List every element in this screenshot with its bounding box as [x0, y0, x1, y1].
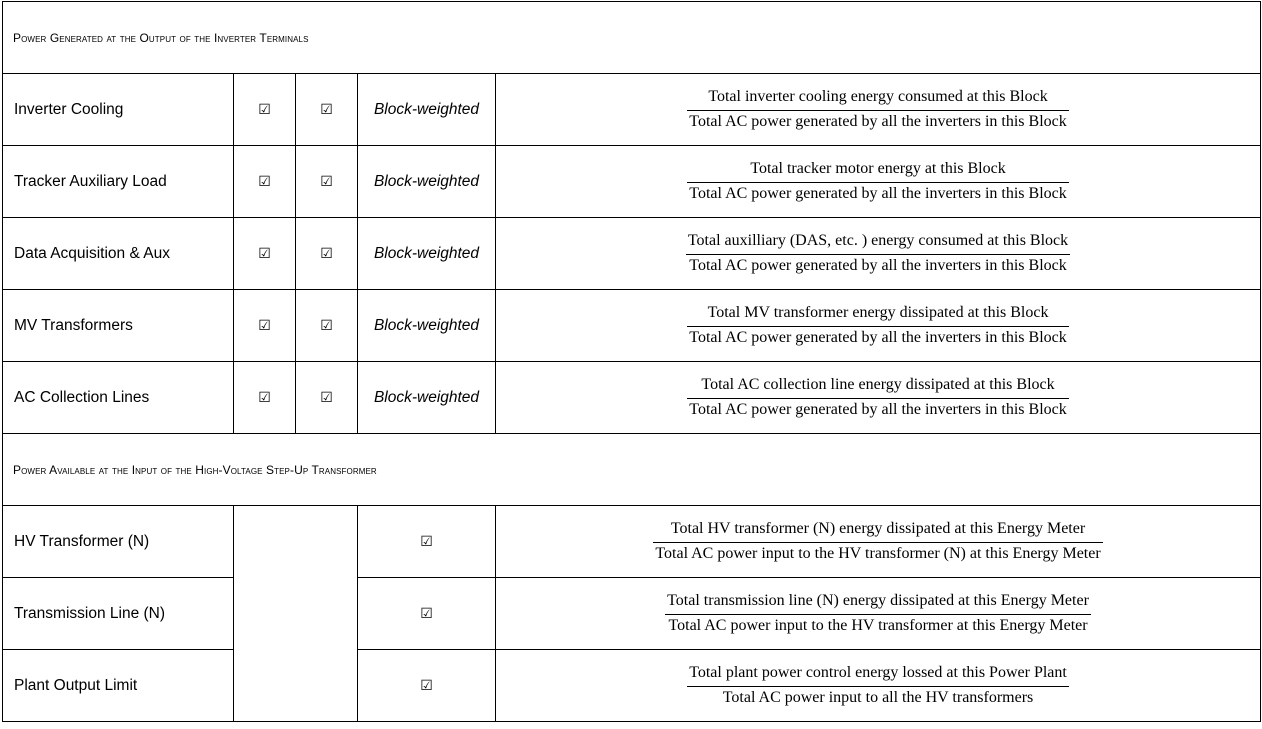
formula-cell: [496, 650, 1261, 722]
formula-fraction: [687, 376, 1068, 419]
checkbox-icon: ☑: [358, 650, 496, 722]
formula-cell: [496, 290, 1261, 362]
formula-cell: [496, 578, 1261, 650]
formula-cell: [496, 218, 1261, 290]
weighting-method: Block-weighted: [358, 74, 496, 146]
formula-fraction: [687, 304, 1068, 347]
formula-denominator: Total AC power input to the HV transformer (N) at this Energy Meter: [655, 544, 1101, 562]
table-row: [3, 290, 1261, 362]
formula-fraction: [686, 232, 1070, 275]
checkbox-icon: ☑: [296, 218, 358, 290]
section-title: Power Available at the Input of the High-Voltage Step-Up Transformer: [3, 434, 1261, 506]
loss-name: Inverter Cooling: [3, 74, 234, 146]
table-row: [3, 218, 1261, 290]
formula-numerator: Total HV transformer (N) energy dissipated at this Energy Meter: [653, 520, 1102, 542]
formula-numerator: Total auxilliary (DAS, etc. ) energy consumed at this Block: [686, 232, 1070, 254]
table-row: [3, 362, 1261, 434]
loss-name: Transmission Line (N): [3, 578, 234, 650]
checkbox-icon: ☑: [358, 578, 496, 650]
table-row: [3, 146, 1261, 218]
checkbox-icon: ☑: [296, 290, 358, 362]
formula-cell: [496, 506, 1261, 578]
checkbox-icon: ☑: [234, 290, 296, 362]
weighting-method: Block-weighted: [358, 362, 496, 434]
loss-name: HV Transformer (N): [3, 506, 234, 578]
formula-cell: [496, 362, 1261, 434]
checkbox-icon: ☑: [296, 362, 358, 434]
table-row: [3, 578, 1261, 650]
checkbox-icon: ☑: [296, 74, 358, 146]
checkbox-icon: ☑: [296, 146, 358, 218]
formula-fraction: [665, 592, 1091, 635]
formula-numerator: Total inverter cooling energy consumed at this Block: [687, 88, 1068, 110]
formula-denominator: Total AC power input to all the HV transformers: [722, 688, 1034, 706]
formula-fraction: [653, 520, 1102, 563]
formula-numerator: Total MV transformer energy dissipated at this Block: [687, 304, 1068, 326]
formula-denominator: Total AC power generated by all the inverters in this Block: [689, 400, 1067, 418]
section-title: Power Generated at the Output of the Inverter Terminals: [3, 2, 1261, 74]
formula-numerator: Total transmission line (N) energy dissipated at this Energy Meter: [665, 592, 1091, 614]
loss-name: AC Collection Lines: [3, 362, 234, 434]
checkbox-icon: ☑: [234, 74, 296, 146]
checkbox-icon: ☑: [234, 146, 296, 218]
table-row: [3, 506, 1261, 578]
section-header-row: [3, 2, 1261, 74]
formula-denominator: Total AC power generated by all the inverters in this Block: [689, 184, 1067, 202]
formula-denominator: Total AC power generated by all the inverters in this Block: [689, 112, 1067, 130]
loss-name: Plant Output Limit: [3, 650, 234, 722]
loss-name: MV Transformers: [3, 290, 234, 362]
loss-name: Tracker Auxiliary Load: [3, 146, 234, 218]
table-row: [3, 650, 1261, 722]
formula-denominator: Total AC power input to the HV transformer at this Energy Meter: [668, 616, 1088, 634]
section-header-row: [3, 434, 1261, 506]
weighting-method: Block-weighted: [358, 218, 496, 290]
table-row: [3, 74, 1261, 146]
formula-cell: [496, 74, 1261, 146]
loss-factor-table: [2, 1, 1261, 722]
formula-cell: [496, 146, 1261, 218]
formula-denominator: Total AC power generated by all the inverters in this Block: [689, 256, 1067, 274]
formula-numerator: Total AC collection line energy dissipated at this Block: [687, 376, 1068, 398]
loss-name: Data Acquisition & Aux: [3, 218, 234, 290]
weighting-method: Block-weighted: [358, 146, 496, 218]
formula-numerator: Total tracker motor energy at this Block: [687, 160, 1068, 182]
formula-fraction: [687, 160, 1068, 203]
formula-fraction: [687, 88, 1068, 131]
weighting-method: Block-weighted: [358, 290, 496, 362]
empty-merged-cell: [234, 506, 358, 722]
formula-fraction: [687, 664, 1069, 707]
checkbox-icon: ☑: [234, 218, 296, 290]
checkbox-icon: ☑: [234, 362, 296, 434]
formula-numerator: Total plant power control energy lossed at this Power Plant: [687, 664, 1069, 686]
checkbox-icon: ☑: [358, 506, 496, 578]
formula-denominator: Total AC power generated by all the inverters in this Block: [689, 328, 1067, 346]
